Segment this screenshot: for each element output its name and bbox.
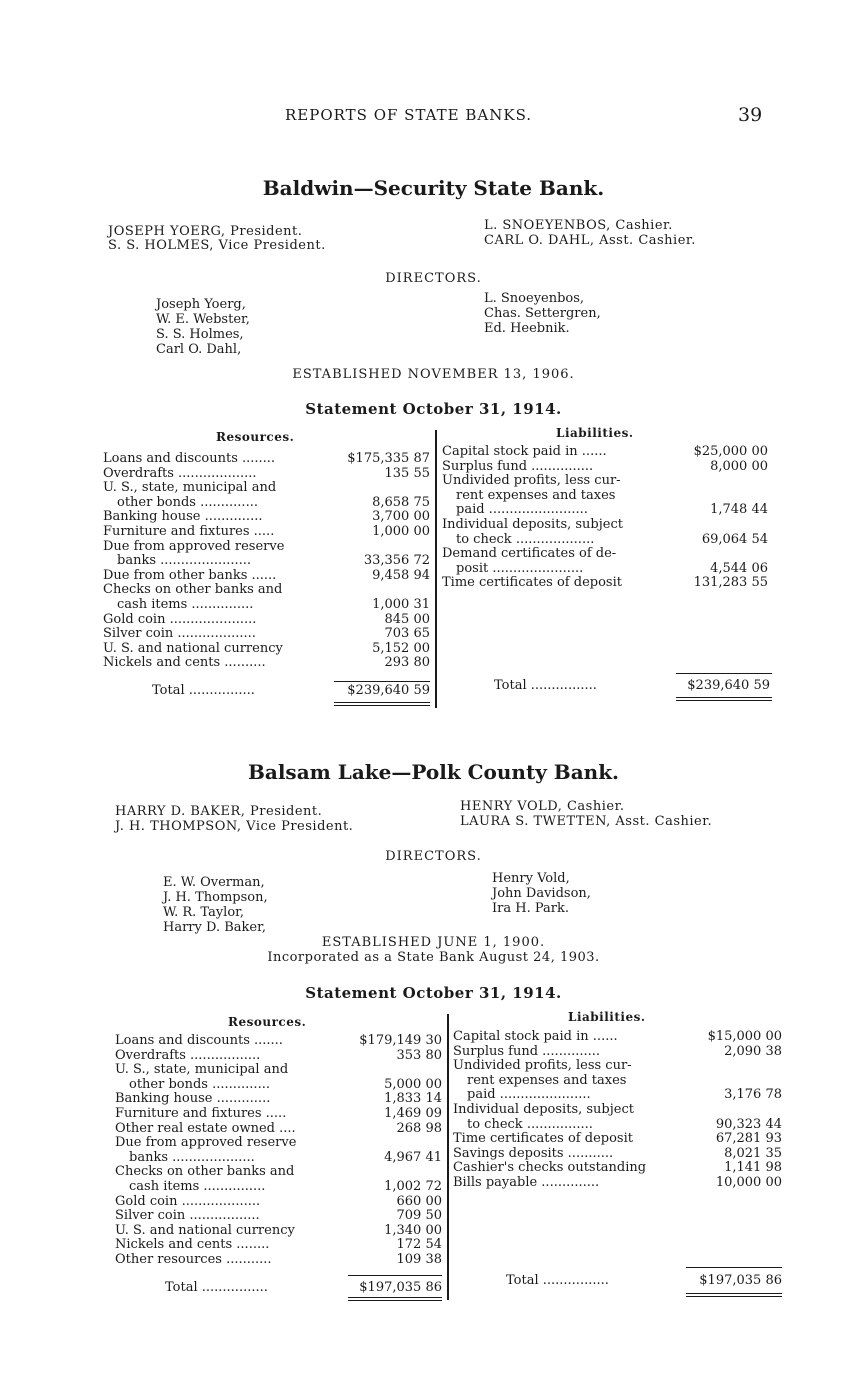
row-amount: 109 38 xyxy=(396,1252,442,1267)
resource-row xyxy=(129,1151,442,1166)
column-divider xyxy=(447,1014,449,1300)
row-label: posit ...................... xyxy=(456,561,584,576)
page-number: 39 xyxy=(738,104,763,126)
row-amount: $179,149 30 xyxy=(359,1033,442,1048)
resource-row xyxy=(103,481,430,496)
subtotal-rule xyxy=(334,681,430,682)
row-label: Due from approved reserve xyxy=(115,1136,297,1151)
liabilities-total-amount: $197,035 86 xyxy=(699,1273,782,1288)
liability-row xyxy=(456,562,768,577)
directors-heading: DIRECTORS. xyxy=(385,849,482,864)
row-amount: 5,152 00 xyxy=(372,640,430,656)
row-label: Banking house .............. xyxy=(103,510,263,525)
resource-row xyxy=(115,1063,442,1078)
liability-row xyxy=(453,1147,782,1162)
row-amount: 135 55 xyxy=(384,465,430,481)
bank-title: Baldwin—Security State Bank. xyxy=(262,176,605,200)
row-amount: 1,141 98 xyxy=(724,1160,782,1176)
row-amount: 5,000 00 xyxy=(384,1076,442,1092)
officer-president: HARRY D. BAKER, President. xyxy=(115,804,323,819)
liability-row xyxy=(442,445,768,460)
row-amount: 1,469 09 xyxy=(384,1106,442,1121)
resource-row xyxy=(103,540,430,555)
liability-row xyxy=(453,1103,782,1118)
resources-heading: Resources. xyxy=(216,430,295,444)
row-amount: 90,323 44 xyxy=(715,1116,782,1132)
liability-row xyxy=(456,489,768,504)
row-amount: 703 65 xyxy=(384,626,430,642)
row-label: cash items ............... xyxy=(129,1180,266,1194)
row-amount: 3,700 00 xyxy=(372,509,430,525)
row-amount: $25,000 00 xyxy=(693,444,768,459)
resource-row xyxy=(103,467,430,482)
resource-row xyxy=(115,1224,442,1239)
resource-row xyxy=(103,613,430,628)
row-amount: 69,064 54 xyxy=(701,531,768,547)
resource-row xyxy=(103,642,430,657)
resource-row xyxy=(103,583,430,598)
officer-cashier: HENRY VOLD, Cashier. xyxy=(460,799,625,814)
row-label: Loans and discounts ....... xyxy=(115,1034,283,1048)
director-name: Harry D. Baker, xyxy=(163,920,267,935)
row-amount: 3,176 78 xyxy=(724,1087,782,1103)
row-amount: $175,335 87 xyxy=(347,451,430,466)
row-amount: 268 98 xyxy=(396,1120,442,1136)
row-label: paid ...................... xyxy=(467,1088,591,1103)
row-label: Nickels and cents .......... xyxy=(103,656,266,671)
director-name: Henry Vold, xyxy=(492,871,570,886)
row-amount: 1,000 00 xyxy=(372,524,430,539)
row-label: U. S. and national currency xyxy=(115,1223,295,1238)
total-label: Total ................ xyxy=(506,1273,609,1288)
director-name: E. W. Overman, xyxy=(163,875,265,890)
total-double-rule xyxy=(676,700,772,701)
resource-row xyxy=(115,1049,442,1064)
row-amount: 1,748 44 xyxy=(710,502,768,518)
row-amount: 1,340 00 xyxy=(384,1222,442,1238)
resource-row xyxy=(117,496,430,511)
row-label: Furniture and fixtures ..... xyxy=(103,525,275,539)
established-date: ESTABLISHED NOVEMBER 13, 1906. xyxy=(292,367,575,382)
row-label: Nickels and cents ........ xyxy=(115,1238,270,1253)
row-label: Overdrafts ................. xyxy=(115,1048,261,1063)
resource-row xyxy=(117,598,430,613)
row-amount: 131,283 55 xyxy=(693,575,768,591)
row-amount: 845 00 xyxy=(384,611,430,627)
row-label: rent expenses and taxes xyxy=(467,1073,627,1088)
running-title: REPORTS OF STATE BANKS. xyxy=(285,106,533,124)
officer-vice-president: S. S. HOLMES, Vice President. xyxy=(108,238,326,253)
director-name: Ira H. Park. xyxy=(492,901,569,916)
row-amount: 10,000 00 xyxy=(715,1175,782,1190)
directors-heading: DIRECTORS. xyxy=(385,271,482,286)
resources-total-row xyxy=(165,1280,442,1296)
row-label: cash items ............... xyxy=(117,598,254,612)
total-label: Total ................ xyxy=(152,683,255,698)
resource-row xyxy=(129,1078,442,1093)
row-label: Banking house ............. xyxy=(115,1092,271,1107)
liability-row xyxy=(456,503,768,518)
liability-row xyxy=(467,1088,782,1103)
liability-row xyxy=(442,547,768,562)
resource-row xyxy=(115,1107,442,1122)
liability-row xyxy=(453,1045,782,1060)
column-divider xyxy=(435,430,437,708)
bank-title: Balsam Lake—Polk County Bank. xyxy=(247,760,620,784)
liabilities-heading: Liabilities. xyxy=(568,1010,646,1024)
resource-row xyxy=(103,525,430,540)
row-label: banks .................... xyxy=(129,1150,255,1165)
liability-row xyxy=(467,1074,782,1089)
liabilities-heading: Liabilities. xyxy=(556,426,634,440)
statement-title: Statement October 31, 1914. xyxy=(305,400,562,418)
director-name: Joseph Yoerg, xyxy=(156,297,246,312)
row-amount: 8,658 75 xyxy=(372,494,430,510)
row-amount: $15,000 00 xyxy=(707,1029,782,1044)
liability-row xyxy=(442,576,768,591)
row-label: Due from approved reserve xyxy=(103,539,285,554)
director-name: Chas. Settergren, xyxy=(484,306,601,321)
director-name: John Davidson, xyxy=(492,886,591,901)
total-double-rule xyxy=(686,1296,782,1297)
row-amount: 293 80 xyxy=(384,655,430,671)
liability-row xyxy=(456,533,768,548)
row-label: Other real estate owned .... xyxy=(115,1121,296,1136)
row-label: Checks on other banks and xyxy=(103,583,283,598)
resource-row xyxy=(115,1136,442,1151)
resource-row xyxy=(103,510,430,525)
total-double-rule xyxy=(348,1300,442,1301)
total-double-rule xyxy=(676,697,772,698)
row-label: Individual deposits, subject xyxy=(453,1103,634,1117)
row-amount: 172 54 xyxy=(396,1237,442,1253)
resource-row xyxy=(115,1238,442,1253)
resource-row xyxy=(115,1122,442,1137)
subtotal-rule xyxy=(676,673,772,674)
resource-row xyxy=(117,554,430,569)
row-label: Other resources ........... xyxy=(115,1253,272,1267)
row-label: Demand certificates of de- xyxy=(442,547,617,562)
row-label: Time certificates of deposit xyxy=(453,1132,633,1147)
row-label: Bills payable .............. xyxy=(453,1176,600,1190)
row-amount: 353 80 xyxy=(396,1047,442,1063)
liabilities-total-row xyxy=(506,1273,782,1289)
established-date: ESTABLISHED JUNE 1, 1900. xyxy=(321,935,546,950)
row-label: Undivided profits, less cur- xyxy=(453,1059,632,1074)
row-amount: 4,544 06 xyxy=(710,560,768,576)
row-label: U. S. and national currency xyxy=(103,641,283,656)
row-amount: 33,356 72 xyxy=(363,553,430,569)
row-label: Gold coin ................... xyxy=(115,1194,261,1209)
resource-row xyxy=(115,1034,442,1049)
director-name: L. Snoeyenbos, xyxy=(484,291,585,306)
director-name: W. E. Webster, xyxy=(156,312,250,327)
row-label: Surplus fund ............... xyxy=(442,459,594,474)
liability-row xyxy=(453,1030,782,1045)
total-double-rule xyxy=(334,702,430,703)
row-label: other bonds .............. xyxy=(117,495,258,510)
row-label: Individual deposits, subject xyxy=(442,518,623,532)
row-label: Time certificates of deposit xyxy=(442,576,622,591)
resource-row xyxy=(103,569,430,584)
officer-vice-president: J. H. THOMPSON, Vice President. xyxy=(115,819,354,834)
statement-title: Statement October 31, 1914. xyxy=(305,984,562,1002)
resource-row xyxy=(115,1253,442,1268)
row-label: Savings deposits ........... xyxy=(453,1146,614,1161)
resources-total-amount: $239,640 59 xyxy=(347,683,430,698)
director-name: W. R. Taylor, xyxy=(163,905,245,920)
row-label: Loans and discounts ........ xyxy=(103,452,276,466)
row-label: rent expenses and taxes xyxy=(456,488,616,503)
row-label: paid ........................ xyxy=(456,503,588,518)
subtotal-rule xyxy=(348,1275,442,1276)
incorporation-date: Incorporated as a State Bank August 24, 1903. xyxy=(267,950,600,965)
resource-row xyxy=(115,1209,442,1224)
row-label: Capital stock paid in ...... xyxy=(442,445,607,459)
row-label: Checks on other banks and xyxy=(115,1165,295,1180)
liability-row xyxy=(442,518,768,533)
liability-row xyxy=(453,1176,782,1191)
row-amount: 1,833 14 xyxy=(384,1091,442,1107)
liability-row xyxy=(453,1161,782,1176)
row-label: to check ................ xyxy=(467,1117,593,1132)
resource-row xyxy=(129,1180,442,1195)
resource-row xyxy=(115,1195,442,1210)
row-amount: 9,458 94 xyxy=(372,567,430,583)
row-label: Gold coin ..................... xyxy=(103,612,257,627)
row-label: to check ................... xyxy=(456,532,595,547)
liability-row xyxy=(453,1132,782,1147)
liability-row xyxy=(442,474,768,489)
director-name: Ed. Heebnik. xyxy=(484,321,570,336)
resource-row xyxy=(115,1165,442,1180)
row-amount: 8,021 35 xyxy=(724,1145,782,1161)
director-name: Carl O. Dahl, xyxy=(156,342,242,357)
resources-total-row xyxy=(152,683,430,699)
row-label: Cashier's checks outstanding xyxy=(453,1161,647,1176)
row-label: Furniture and fixtures ..... xyxy=(115,1107,287,1121)
row-amount: 67,281 93 xyxy=(715,1131,782,1147)
row-label: Due from other banks ...... xyxy=(103,568,277,583)
row-label: banks ...................... xyxy=(117,554,252,569)
officer-president: JOSEPH YOERG, President. xyxy=(108,224,303,239)
total-double-rule xyxy=(334,705,430,706)
page-header xyxy=(0,104,867,128)
resource-row xyxy=(103,656,430,671)
row-amount: 1,000 31 xyxy=(372,597,430,612)
officer-asst-cashier: CARL O. DAHL, Asst. Cashier. xyxy=(484,233,696,248)
row-amount: 4,967 41 xyxy=(384,1149,442,1165)
row-amount: 2,090 38 xyxy=(724,1043,782,1059)
subtotal-rule xyxy=(686,1267,782,1268)
resources-total-amount: $197,035 86 xyxy=(359,1280,442,1295)
liability-row xyxy=(442,460,768,475)
resources-heading: Resources. xyxy=(228,1015,307,1029)
row-label: Undivided profits, less cur- xyxy=(442,474,621,489)
total-double-rule xyxy=(348,1297,442,1298)
row-label: U. S., state, municipal and xyxy=(103,481,277,496)
liability-row xyxy=(467,1118,782,1133)
liabilities-total-amount: $239,640 59 xyxy=(687,678,770,693)
director-name: S. S. Holmes, xyxy=(156,327,244,342)
officer-asst-cashier: LAURA S. TWETTEN, Asst. Cashier. xyxy=(460,814,713,829)
row-label: Capital stock paid in ...... xyxy=(453,1030,618,1044)
liabilities-total-row xyxy=(494,678,770,694)
total-double-rule xyxy=(686,1293,782,1294)
row-label: U. S., state, municipal and xyxy=(115,1063,289,1078)
row-label: Silver coin ................... xyxy=(103,627,256,642)
director-name: J. H. Thompson, xyxy=(163,890,268,905)
row-amount: 8,000 00 xyxy=(710,458,768,474)
officer-cashier: L. SNOEYENBOS, Cashier. xyxy=(484,218,673,233)
row-label: Silver coin ................. xyxy=(115,1209,260,1224)
row-amount: 709 50 xyxy=(396,1208,442,1224)
row-label: Overdrafts ................... xyxy=(103,466,257,481)
resource-row xyxy=(115,1092,442,1107)
total-label: Total ................ xyxy=(165,1280,268,1295)
row-label: Surplus fund .............. xyxy=(453,1044,601,1059)
liability-row xyxy=(453,1059,782,1074)
total-label: Total ................ xyxy=(494,678,597,693)
row-label: other bonds .............. xyxy=(129,1077,270,1092)
row-amount: 1,002 72 xyxy=(384,1179,442,1194)
row-amount: 660 00 xyxy=(396,1193,442,1209)
resource-row xyxy=(103,627,430,642)
resource-row xyxy=(103,452,430,467)
